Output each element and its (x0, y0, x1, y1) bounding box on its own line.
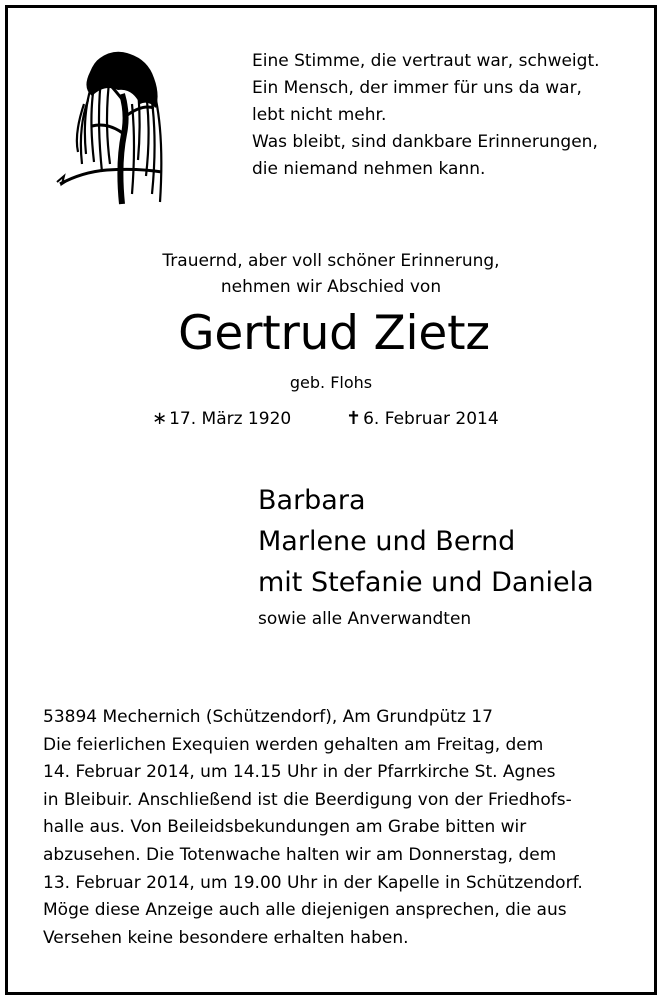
death-date-line (346, 406, 499, 432)
address-line: 53894 Mechernich (Schützendorf), Am Grundpütz 17 (43, 707, 493, 727)
poem-line: Ein Mensch, der immer für uns da war, (252, 78, 582, 98)
cross-icon: ✝ (346, 408, 362, 429)
details-line: Versehen keine besondere erhalten haben. (43, 927, 409, 948)
family-line: Marlene und Bernd (258, 526, 516, 557)
details-line: in Bleibuir. Anschließend ist die Beerdigung von der Friedhofs- (43, 789, 572, 810)
deceased-name: Gertrud Zietz (178, 306, 490, 361)
funeral-details (43, 704, 643, 952)
death-date: 6. Februar 2014 (363, 409, 499, 429)
intro-line: Trauernd, aber voll schöner Erinnerung, (162, 251, 500, 271)
family-line: Barbara (258, 485, 366, 516)
poem-line: Was bleibt, sind dankbare Erinnerungen, (252, 132, 598, 152)
relatives-line: sowie alle Anverwandten (258, 609, 472, 629)
poem (252, 48, 632, 183)
details-line: Die feierlichen Exequien werden gehalten am Freitag, dem (43, 734, 544, 755)
birth-date-line (152, 406, 291, 432)
poem-line: lebt nicht mehr. (252, 105, 387, 125)
birth-date: 17. März 1920 (169, 409, 292, 429)
weeping-willow-icon (52, 44, 170, 216)
maiden-name: geb. Flohs (289, 373, 373, 392)
poem-line: die niemand nehmen kann. (252, 159, 486, 179)
birth-star-icon: ∗ (152, 408, 168, 429)
details-line: abzusehen. Die Totenwache halten wir am Donnerstag, dem (43, 844, 557, 865)
details-line: 14. Februar 2014, um 14.15 Uhr in der Pfarrkirche St. Agnes (43, 762, 556, 783)
poem-line: Eine Stimme, die vertraut war, schweigt. (252, 51, 600, 71)
intro-line: nehmen wir Abschied von (220, 277, 442, 297)
details-line: Möge diese Anzeige auch alle diejenigen ansprechen, die aus (43, 900, 567, 921)
family-signatures (258, 480, 594, 603)
details-line: 13. Februar 2014, um 19.00 Uhr in der Kapelle in Schützendorf. (43, 872, 583, 893)
details-line: halle aus. Von Beileidsbekundungen am Grabe bitten wir (43, 817, 527, 838)
family-line: mit Stefanie und Daniela (258, 567, 594, 598)
